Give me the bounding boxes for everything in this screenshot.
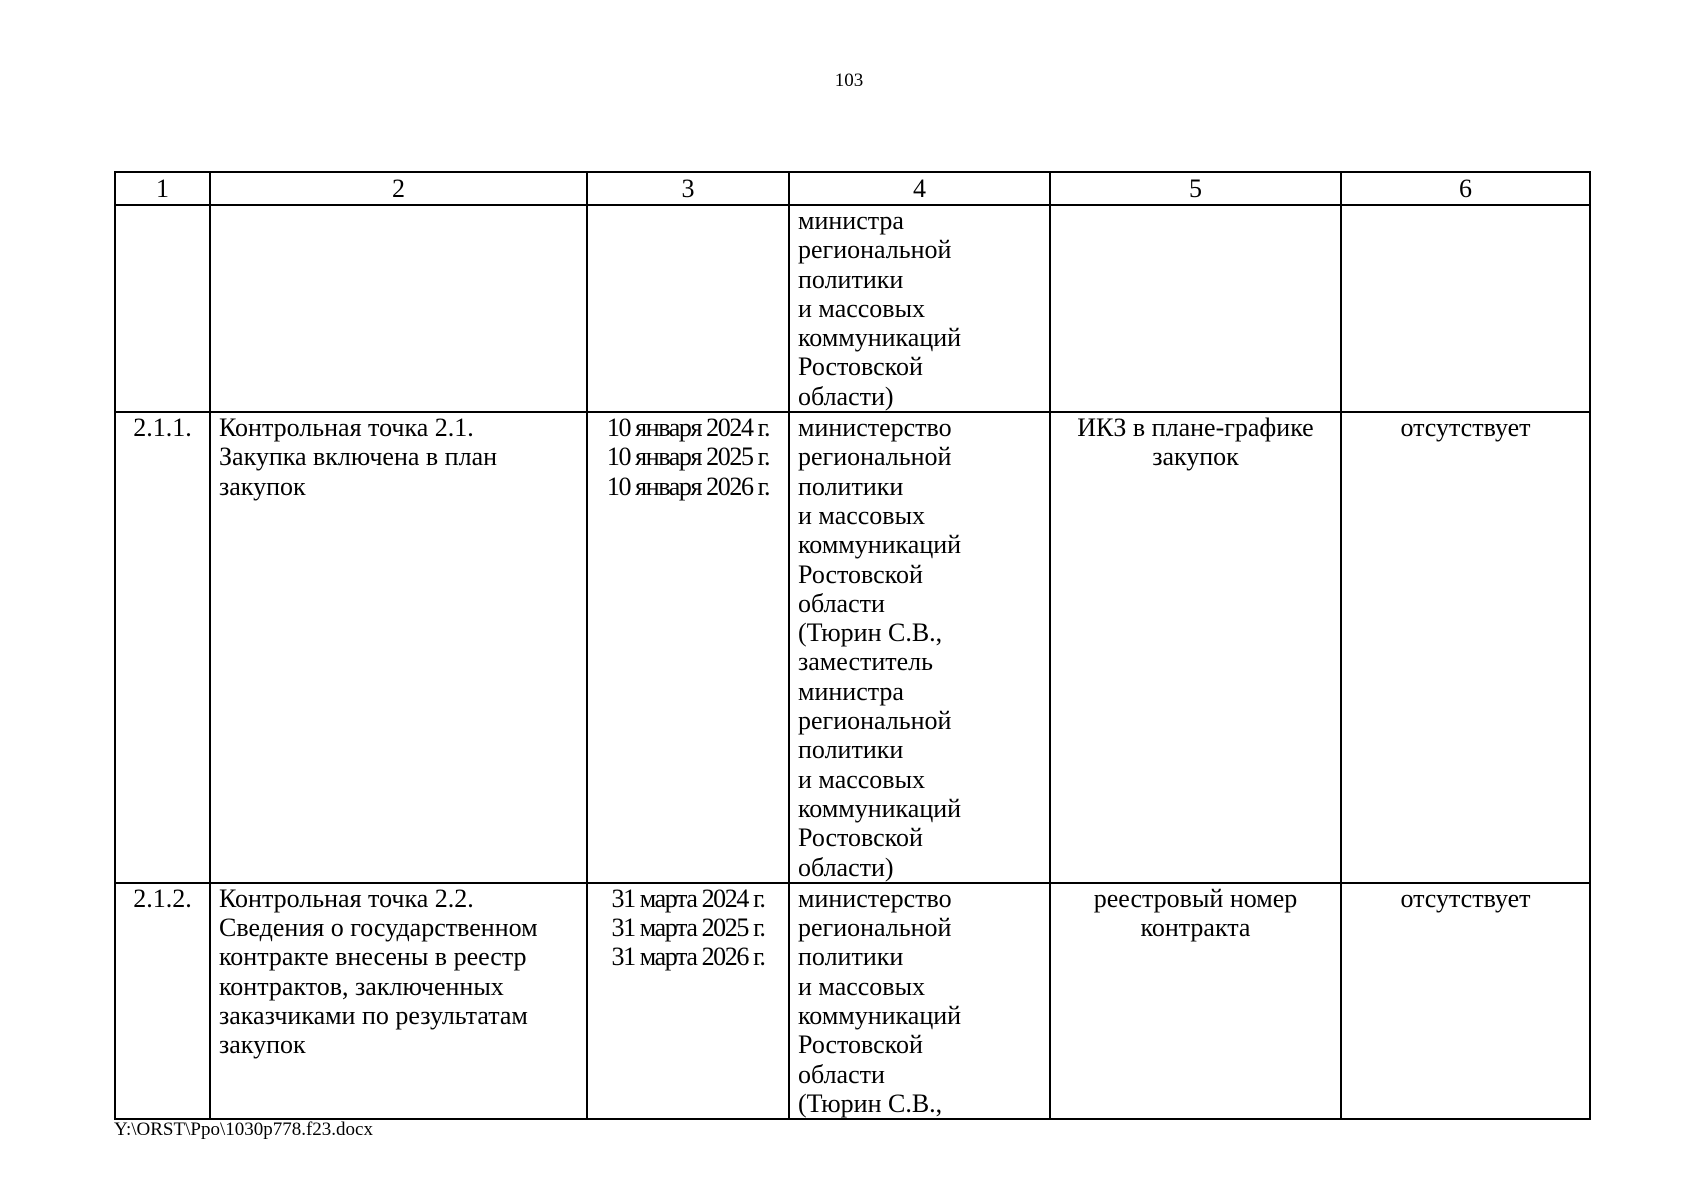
dates-line: 10 января 2024 г. — [606, 413, 770, 443]
name-line: контрактов, заключенных — [219, 971, 504, 1001]
name-line: Контрольная точка 2.1. — [219, 413, 474, 443]
responsible-line: коммуникаций — [798, 530, 962, 560]
column-number-5: 5 — [1050, 172, 1341, 205]
responsible-line: политики — [798, 264, 904, 294]
responsible-line: региональной — [798, 235, 952, 265]
table-row — [115, 883, 1590, 1119]
responsible-cell — [789, 883, 1050, 1119]
responsible-line: коммуникаций — [798, 793, 962, 823]
column-number-3: 3 — [587, 172, 789, 205]
column-number-4: 4 — [789, 172, 1050, 205]
result-cell — [1050, 205, 1341, 412]
row-number-cell: 2.1.1. — [115, 412, 210, 883]
column-number-2: 2 — [210, 172, 587, 205]
table-row — [115, 412, 1590, 883]
name-line: закупок — [219, 471, 306, 501]
result-line: реестровый номер — [1093, 883, 1298, 913]
responsible-cell — [789, 205, 1050, 412]
responsible-line: министерство — [798, 883, 952, 913]
status-cell — [1341, 883, 1590, 1119]
name-line: Контрольная точка 2.2. — [219, 883, 474, 913]
dates-cell — [587, 412, 789, 883]
name-line: Сведения о государственном — [219, 913, 538, 943]
responsible-line: области — [798, 588, 885, 618]
responsible-line: коммуникаций — [798, 323, 962, 353]
row-number-cell: 2.1.2. — [115, 883, 210, 1119]
checkpoint-name-cell — [210, 205, 587, 412]
responsible-line: региональной — [798, 913, 952, 943]
responsible-line: (Тюрин С.В., — [798, 1088, 943, 1118]
dates-line: 31 марта 2026 г. — [611, 942, 765, 972]
row-number-cell — [115, 205, 210, 412]
result-cell — [1050, 883, 1341, 1119]
responsible-line: области) — [798, 381, 894, 411]
responsible-line: (Тюрин С.В., — [798, 618, 943, 648]
responsible-line: Ростовской — [798, 352, 923, 382]
table-header-row — [115, 172, 1590, 205]
name-line: заказчиками по результатам — [219, 1001, 528, 1031]
responsible-line: и массовых — [798, 293, 926, 323]
result-line: контракта — [1140, 913, 1251, 943]
responsible-line: Ростовской — [798, 823, 923, 853]
responsible-line: и массовых — [798, 971, 926, 1001]
dates-line: 10 января 2026 г. — [606, 471, 770, 501]
responsible-line: и массовых — [798, 764, 926, 794]
dates-cell — [587, 883, 789, 1119]
checkpoint-name-cell — [210, 883, 587, 1119]
responsible-line: политики — [798, 942, 904, 972]
responsible-line: Ростовской — [798, 1030, 923, 1060]
responsible-line: заместитель — [798, 647, 934, 677]
responsible-line: и массовых — [798, 500, 926, 530]
responsible-line: министра — [798, 206, 904, 235]
table-row — [115, 205, 1590, 412]
responsible-line: области) — [798, 852, 894, 882]
status-cell — [1341, 205, 1590, 412]
column-number-6: 6 — [1341, 172, 1590, 205]
page-number: 103 — [834, 70, 864, 91]
plan-table — [114, 171, 1591, 1120]
name-line: контракте внесены в реестр — [219, 942, 527, 972]
dates-line: 31 марта 2024 г. — [611, 883, 765, 913]
status-cell — [1341, 412, 1590, 883]
responsible-line: области — [798, 1059, 885, 1089]
dates-line: 31 марта 2025 г. — [611, 913, 765, 943]
responsible-line: политики — [798, 471, 904, 501]
dates-line: 10 января 2025 г. — [606, 442, 770, 472]
responsible-cell — [789, 412, 1050, 883]
responsible-line: Ростовской — [798, 559, 923, 589]
result-line: закупок — [1152, 442, 1239, 472]
dates-cell — [587, 205, 789, 412]
column-number-1: 1 — [115, 172, 210, 205]
result-cell — [1050, 412, 1341, 883]
responsible-line: министра — [798, 676, 904, 706]
name-line: закупок — [219, 1030, 306, 1060]
name-line: Закупка включена в план — [219, 442, 498, 472]
responsible-line: коммуникаций — [798, 1001, 962, 1031]
result-line: ИКЗ в плане-графике — [1077, 413, 1314, 443]
status-line: отсутствует — [1400, 883, 1531, 913]
checkpoint-name-cell — [210, 412, 587, 883]
responsible-line: политики — [798, 735, 904, 765]
footer-file-path: Y:\ORST\Ppo\1030p778.f23.docx — [114, 1119, 373, 1140]
responsible-line: региональной — [798, 706, 952, 736]
responsible-line: региональной — [798, 442, 952, 472]
status-line: отсутствует — [1400, 413, 1531, 443]
responsible-line: министерство — [798, 413, 952, 443]
